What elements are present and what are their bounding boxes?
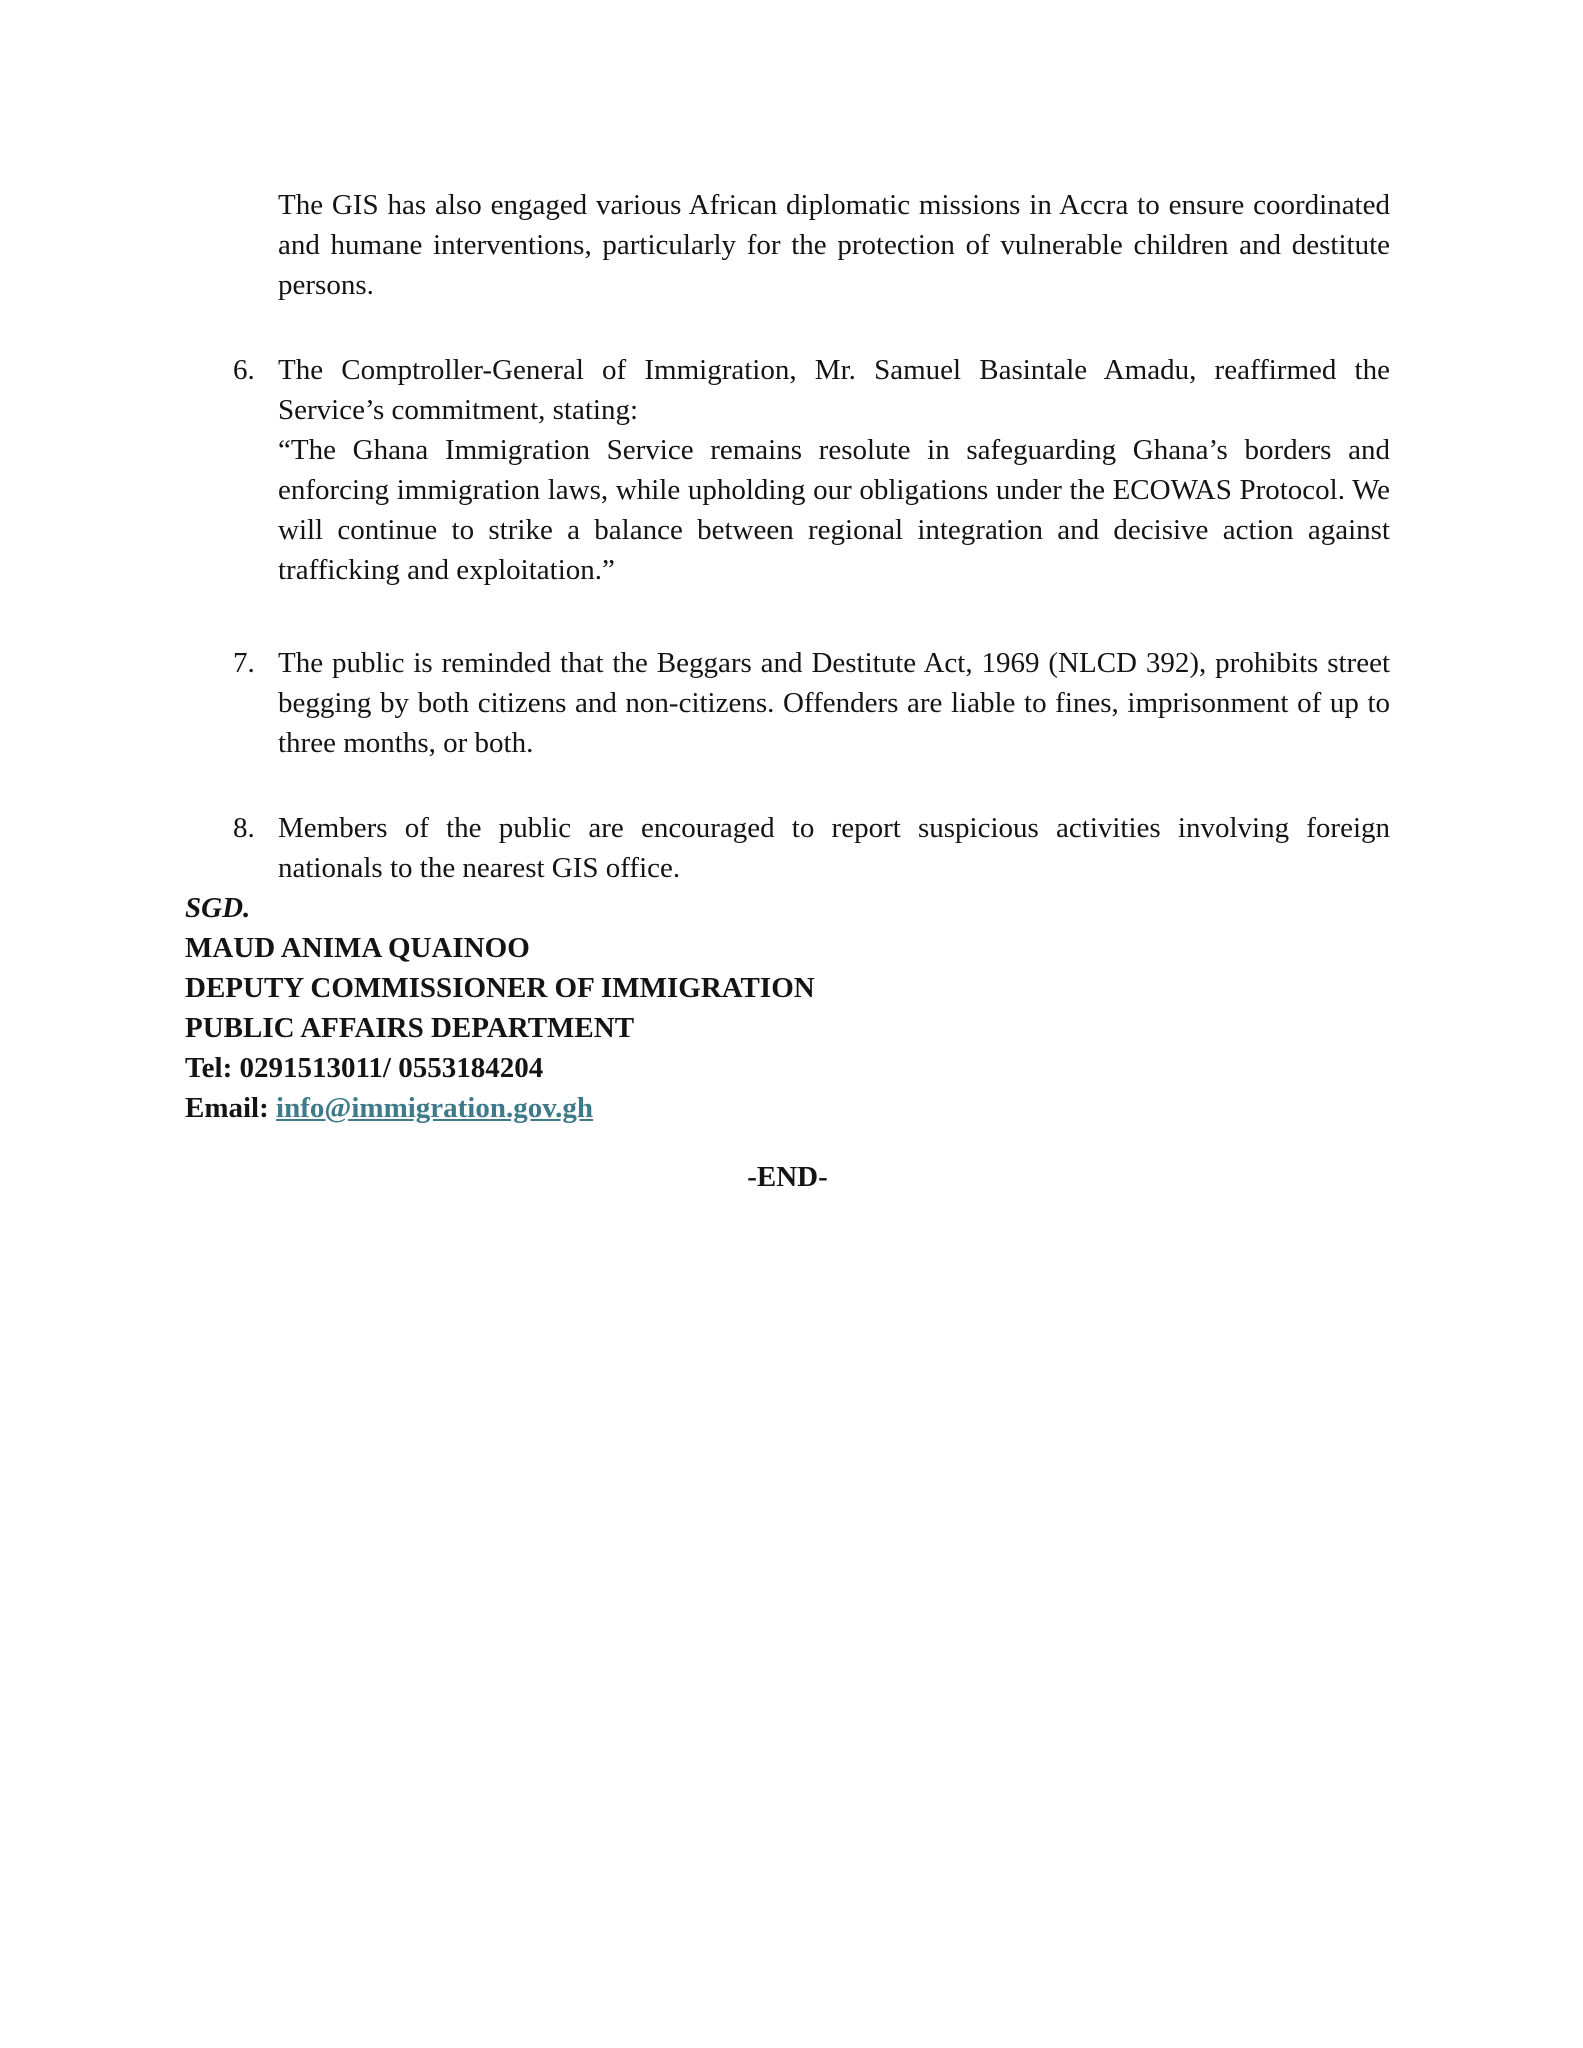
list-item-body — [278, 643, 1390, 763]
paragraph: The public is reminded that the Beggars and Destitute Act, 1969 (NLCD 392), prohibits street begging by both citizens and non-citizens. Offenders are liable to fines, imprisonment of up to three months, or both. — [278, 647, 1390, 759]
quote-paragraph: “The Ghana Immigration Service remains resolute in safeguarding Ghana’s borders and enforcing immigration laws, while upholding our obligations under the ECOWAS Protocol. We will continue to strike a balance between regional integration and decisive action against trafficking and exploitation.” — [278, 434, 1390, 586]
telephone-line: Tel: 0291513011/ 0553184204 — [185, 1052, 544, 1084]
list-item-number: 6. — [233, 354, 255, 386]
list-item-number: 8. — [233, 812, 255, 844]
signature-block — [185, 888, 1583, 1128]
signatory-title: DEPUTY COMMISSIONER OF IMMIGRATION — [185, 972, 815, 1004]
signatory-name: MAUD ANIMA QUAINOO — [185, 932, 530, 964]
paragraph: Members of the public are encouraged to report suspicious activities involving foreign nationals to the nearest GIS office. — [278, 812, 1390, 884]
intro-paragraph: The GIS has also engaged various African diplomatic missions in Accra to ensure coordinated and humane interventions, particularly for the protection of vulnerable children and destitute persons. — [278, 189, 1390, 301]
signed-abbreviation: SGD. — [185, 892, 251, 924]
paragraph: The Comptroller-General of Immigration, Mr. Samuel Basintale Amadu, reaffirmed the Service’s commitment, stating: — [278, 354, 1390, 426]
list-item-number: 7. — [233, 647, 255, 679]
list-item-7 — [233, 643, 1390, 763]
list-item-body — [278, 808, 1390, 888]
email-line — [185, 1088, 1583, 1128]
email-label: Email: — [185, 1092, 277, 1124]
document-content — [0, 185, 1583, 1226]
list-item-8 — [233, 808, 1390, 888]
list-item-6 — [233, 350, 1390, 590]
email-link[interactable]: info@immigration.gov.gh — [276, 1092, 594, 1124]
list-item-body — [278, 350, 1390, 590]
end-marker: -END- — [747, 1161, 828, 1193]
signatory-department: PUBLIC AFFAIRS DEPARTMENT — [185, 1012, 635, 1044]
